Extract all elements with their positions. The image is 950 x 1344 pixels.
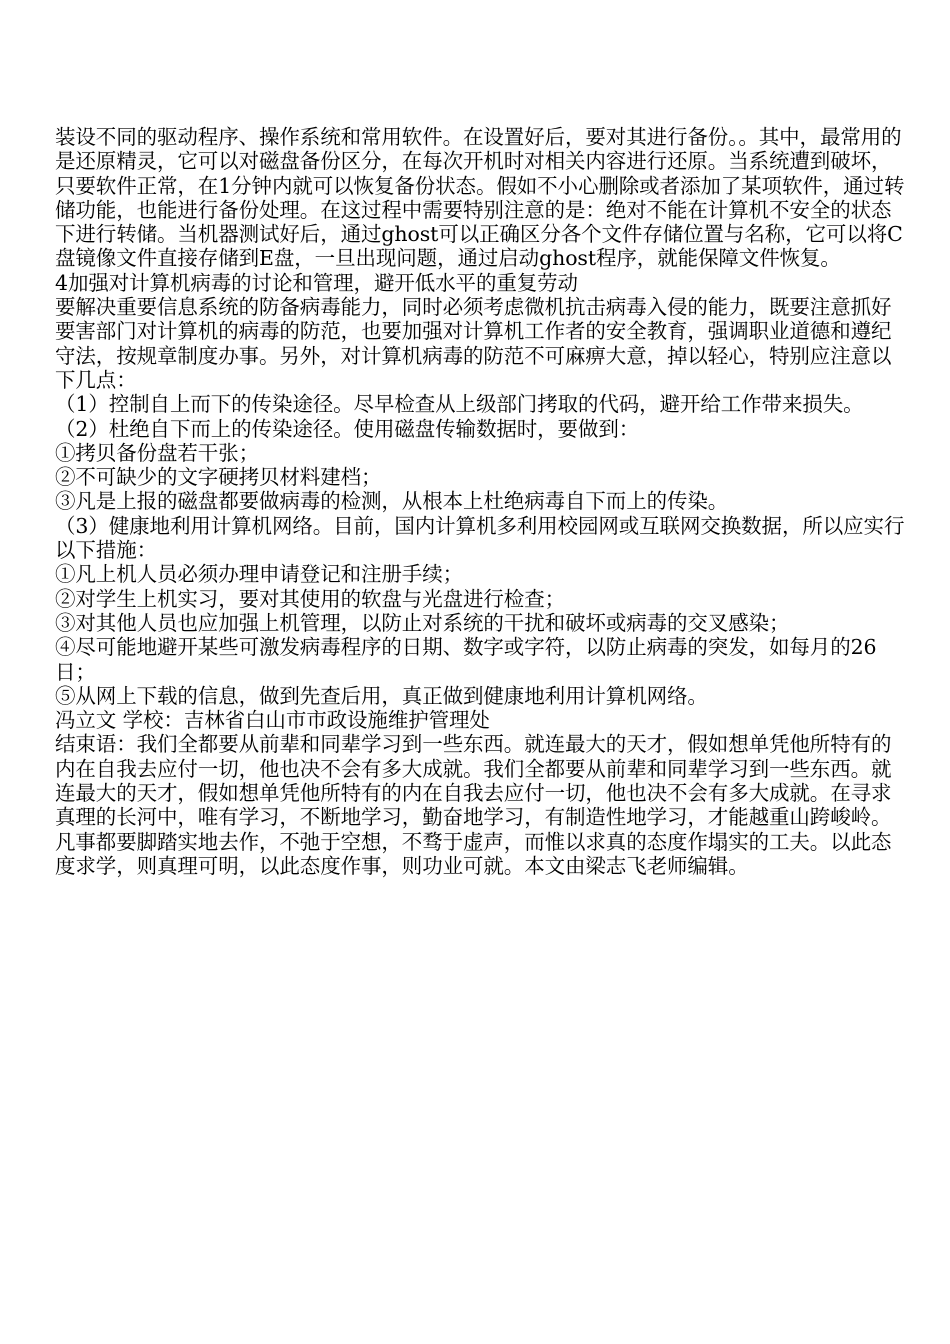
list-item-network-3: ③对其他人员也应加强上机管理，以防止对系统的干扰和破坏或病毒的交叉感染； xyxy=(55,610,790,635)
paragraph-virus-defense: 要解决重要信息系统的防备病毒能力，同时必须考虑微机抗击病毒入侵的能力，既要注意抓好要害部门对计算机的病毒的防范，也要加强对计算机工作者的安全教育，强调职业道德和遵纪守法，按规章制度办事。另外，对计算机病毒的防范不可麻痹大意，掉以轻心，特别应注意以下几点： xyxy=(55,295,892,392)
document-page xyxy=(55,125,905,878)
list-item-disk-1: ①拷贝备份盘若干张； xyxy=(55,440,259,465)
author-line: 冯立文 学校：吉林省白山市市政设施维护管理处 xyxy=(55,708,490,733)
list-item-network-5: ⑤从网上下载的信息，做到先查后用，真正做到健康地利用计算机网络。 xyxy=(55,683,708,708)
list-item-point-1: （1）控制自上而下的传染途径。尽早检查从上级部门拷取的代码，避开给工作带来损失。 xyxy=(55,392,864,417)
list-item-point-2: （2）杜绝自下而上的传染途径。使用磁盘传输数据时，要做到： xyxy=(55,416,640,441)
section-heading-virus-management: 4加强对计算机病毒的讨论和管理，避开低水平的重复劳动 xyxy=(55,270,578,295)
list-item-network-2: ②对学生上机实习，要对其使用的软盘与光盘进行检查； xyxy=(55,586,565,611)
list-item-network-4: ④尽可能地避开某些可激发病毒程序的日期、数字或字符，以防止病毒的突发，如每月的26日； xyxy=(55,635,877,684)
list-item-disk-2: ②不可缺少的文字硬拷贝材料建档； xyxy=(55,465,382,490)
list-item-point-3: （3）健康地利用计算机网络。目前，国内计算机多利用校园网或互联网交换数据，所以应实行以下措施： xyxy=(55,513,905,563)
paragraph-backup-intro: 装设不同的驱动程序、操作系统和常用软件。在设置好后，要对其进行备份。。其中，最常用的是还原精灵，它可以对磁盘备份区分，在每次开机时对相关内容进行还原。当系统遭到破坏，只要软件正常，在1分钟内就可以恢复备份状态。假如不小心删除或者添加了某项软件，通过转储功能，也能进行备份处理。在这过程中需要特别注意的是：绝对不能在计算机不安全的状态下进行转储。当机器测试好后，通过ghost可以正确区分各个文件存储位置与名称，它可以将C盘镜像文件直接存储到E盘，一旦出现问题，通过启动ghost程序，就能保障文件恢复。 xyxy=(55,125,905,271)
list-item-disk-3: ③凡是上报的磁盘都要做病毒的检测，从根本上杜绝病毒自下而上的传染。 xyxy=(55,489,729,514)
list-item-network-1: ①凡上机人员必须办理申请登记和注册手续； xyxy=(55,562,463,587)
paragraph-conclusion: 结束语：我们全都要从前辈和同辈学习到一些东西。就连最大的天才，假如想单凭他所特有的内在自我去应付一切，他也决不会有多大成就。我们全都要从前辈和同辈学习到一些东西。就连最大的天才，假如想单凭他所特有的内在自我去应付一切，他也决不会有多大成就。在寻求真理的长河中，唯有学习，不断地学习，勤奋地学习，有制造性地学习，才能越重山跨峻岭。凡事都要脚踏实地去作，不弛于空想，不骛于虚声，而惟以求真的态度作塌实的工夫。以此态度求学，则真理可明，以此态度作事，则功业可就。本文由梁志飞老师编辑。 xyxy=(55,732,892,878)
